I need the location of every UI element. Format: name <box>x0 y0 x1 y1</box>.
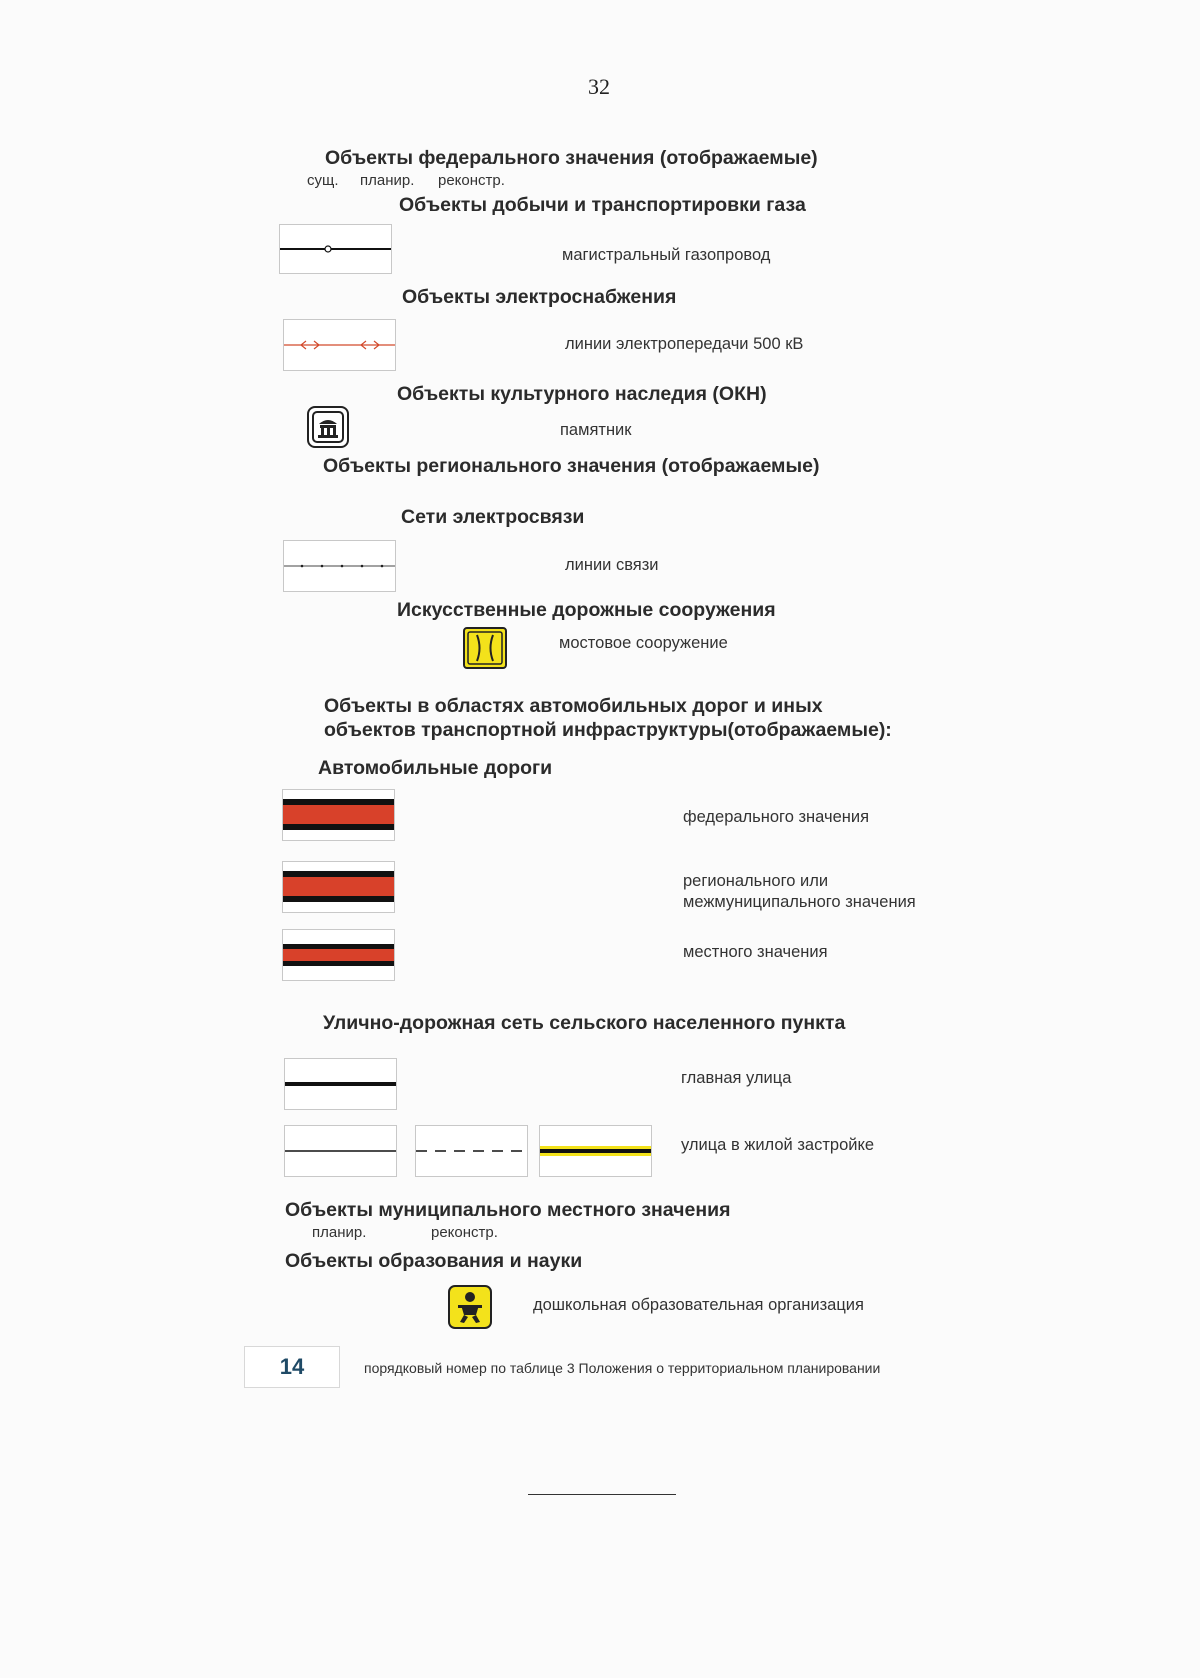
federal-road-symbol-box <box>282 789 395 841</box>
local-road-label: местного значения <box>683 943 828 961</box>
footer-divider <box>528 1494 676 1495</box>
residential-street-planned-symbol <box>416 1126 527 1176</box>
page-number: 32 <box>588 74 610 99</box>
regional-road-symbol <box>283 862 394 912</box>
roads-heading-line2: объектов транспортной инфраструктуры(отображаемые): <box>324 719 892 741</box>
index-number: 14 <box>279 1354 305 1379</box>
monument-label: памятник <box>560 421 632 439</box>
roads-heading-line1: Объекты в областях автомобильных дорог и иных <box>324 695 823 717</box>
telecom-line-symbol <box>284 541 395 591</box>
status-reconstruction-label: реконстр. <box>438 172 505 189</box>
preschool-label: дошкольная образовательная организация <box>533 1296 864 1314</box>
heritage-heading: Объекты культурного наследия (ОКН) <box>397 383 767 405</box>
local-road-symbol <box>283 930 394 980</box>
regional-road-label-line2: межмуниципального значения <box>683 893 916 911</box>
status-existing-label: сущ. <box>307 172 339 189</box>
road-structures-heading: Искусственные дорожные сооружения <box>397 599 776 621</box>
residential-street-reconstruction-symbol <box>540 1126 651 1176</box>
streets-heading: Улично-дорожная сеть сельского населенного пункта <box>323 1012 846 1034</box>
bridge-label: мостовое сооружение <box>559 634 728 652</box>
bridge-icon <box>463 627 507 674</box>
residential-street-planned-symbol-box <box>415 1125 528 1177</box>
municipal-heading: Объекты муниципального местного значения <box>285 1199 731 1221</box>
telecom-heading: Сети электросвязи <box>401 506 585 528</box>
power-line-label: линии электропередачи 500 кВ <box>565 335 804 353</box>
federal-heading: Объекты федерального значения (отображаемые) <box>325 147 818 169</box>
regional-road-label-line1: регионального или <box>683 872 829 890</box>
federal-road-label: федерального значения <box>683 808 870 826</box>
gas-pipeline-label: магистральный газопровод <box>562 246 771 264</box>
preschool-icon <box>448 1285 492 1334</box>
main-street-symbol <box>285 1059 396 1109</box>
municipal-status-planned-label: планир. <box>312 1224 367 1241</box>
index-note-text: порядковый номер по таблице 3 Положения о территориальном планировании <box>364 1360 881 1376</box>
residential-street-existing-symbol <box>285 1126 396 1176</box>
power-line-symbol <box>284 320 395 370</box>
gas-pipeline-symbol-box <box>279 224 392 274</box>
monument-icon <box>307 406 349 453</box>
gas-pipeline-symbol <box>280 225 391 273</box>
municipal-status-reconstruction-label: реконстр. <box>431 1224 498 1241</box>
local-road-symbol-box <box>282 929 395 981</box>
education-heading: Объекты образования и науки <box>285 1250 583 1272</box>
residential-street-label: улица в жилой застройке <box>681 1136 875 1154</box>
main-street-label: главная улица <box>681 1069 792 1087</box>
regional-heading: Объекты регионального значения (отображаемые) <box>323 455 820 477</box>
index-number-box <box>244 1346 340 1388</box>
residential-street-reconstruction-symbol-box <box>539 1125 652 1177</box>
residential-street-existing-symbol-box <box>284 1125 397 1177</box>
federal-road-symbol <box>283 790 394 840</box>
gas-heading: Объекты добычи и транспортировки газа <box>399 194 806 216</box>
telecom-line-label: линии связи <box>565 556 659 574</box>
main-street-symbol-box <box>284 1058 397 1110</box>
power-line-symbol-box <box>283 319 396 371</box>
power-heading: Объекты электроснабжения <box>402 286 677 308</box>
status-planned-label: планир. <box>360 172 415 189</box>
regional-road-symbol-box <box>282 861 395 913</box>
telecom-line-symbol-box <box>283 540 396 592</box>
roads-subheading: Автомобильные дороги <box>318 757 553 779</box>
